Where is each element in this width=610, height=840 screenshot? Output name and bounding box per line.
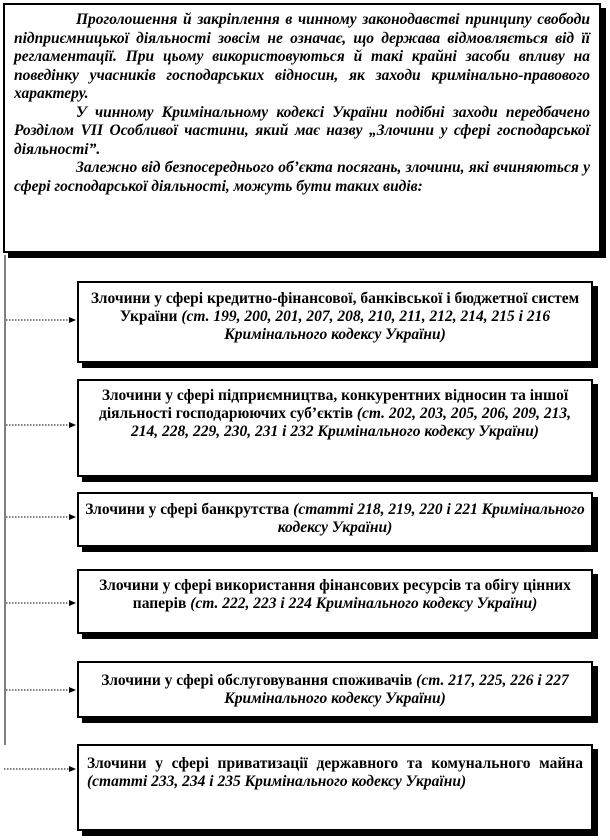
category-title: Злочини у сфері використання фінансових ресурсів та обігу цінних паперів: [99, 577, 571, 612]
category-title: Злочини у сфері приватизації державного та комунального майна: [87, 755, 583, 772]
intro-paragraph-2: У чинному Кримінальному кодексі України подібні заходи передбачено Розділом VII Особливої частини, який має назву „Злочини у сфері господарської діяльності”.: [14, 103, 590, 158]
category-title: Злочини у сфері підприємництва, конкурентних відносин та іншої діяльності господарюючих суб’єктів: [98, 387, 569, 422]
category-credit-finance: [77, 281, 593, 363]
intro-paragraph-3: Залежно від безпосереднього об’єкта посягань, злочини, які вчиняються у сфері господарської діяльності, можуть бути таких видів:: [14, 159, 590, 195]
category-privatization: [77, 744, 593, 831]
category-financial-resources: [77, 569, 593, 634]
category-articles: (ст. 202, 203, 205, 206, 209, 213, 214, 228, 229, 230, 231 і 232 Кримінального кодексу України): [131, 405, 571, 440]
category-consumer-services: [77, 661, 593, 718]
intro-paragraph-1: Проголошення й закріплення в чинному законодавстві принципу свободи підприємницької діяльності зовсім не означає, що держава відмовляється від її регламентації. При цьому використовуються й такі крайні засоби впливу на поведінку учасників господарських відносин, як заходи кримінально-правового характеру.: [14, 11, 590, 102]
category-title: Злочини у сфері обслуговування споживачів: [101, 672, 413, 689]
category-articles: (ст. 222, 223 і 224 Кримінального кодексу України): [190, 595, 538, 612]
category-entrepreneurship: [77, 379, 593, 477]
category-title: Злочини у сфері кредитно-фінансової, банківської і бюджетної систем України: [90, 290, 580, 325]
category-articles: (статті 233, 234 і 235 Кримінального кодексу України): [87, 773, 467, 790]
category-articles: (ст. 217, 225, 226 і 227 Кримінального кодексу України): [224, 672, 569, 707]
category-articles: (статті 218, 219, 220 і 221 Кримінального кодексу України): [277, 501, 585, 536]
category-title: Злочини у сфері банкрутства: [85, 501, 290, 518]
intro-text-box: [3, 3, 601, 253]
category-articles: (ст. 199, 200, 201, 207, 208, 210, 211, 212, 214, 215 і 216 Кримінального кодексу України): [181, 308, 551, 343]
category-bankruptcy: [77, 492, 593, 547]
